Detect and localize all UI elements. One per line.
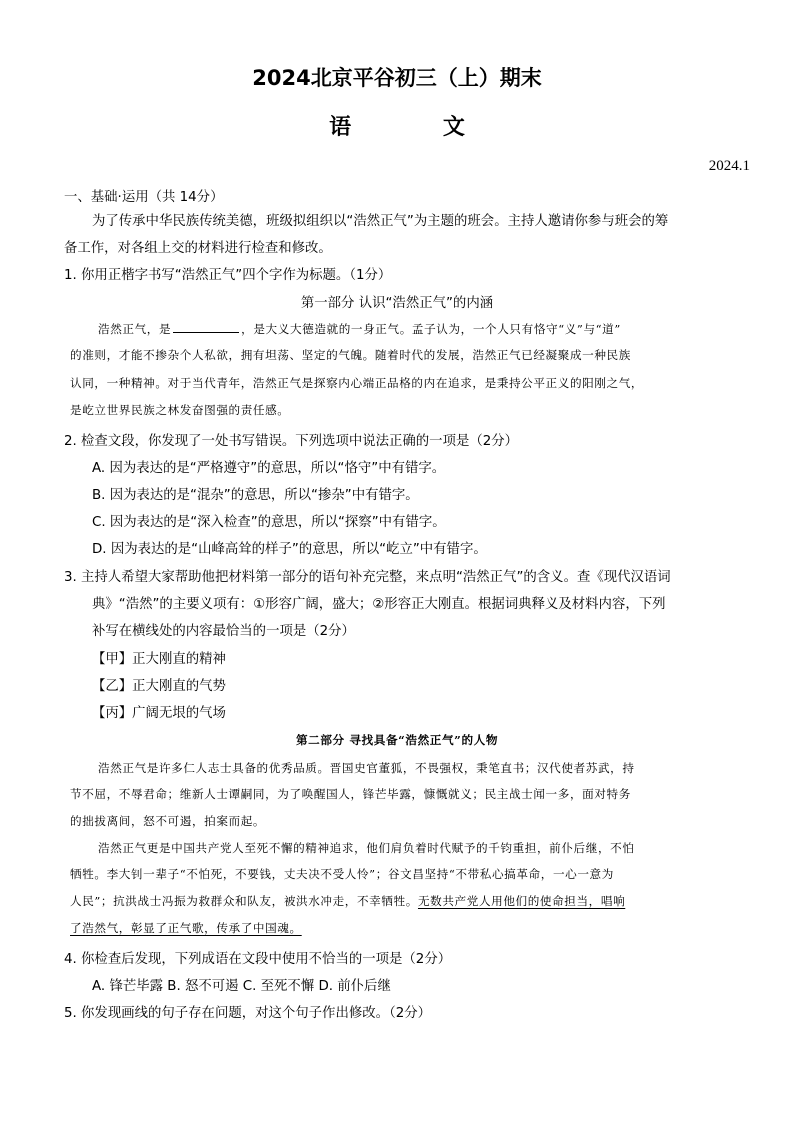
q2-option-d: D. 因为表达的是“山峰高耸的样子”的意思，所以“屹立”中有错字。 [92,542,487,557]
question-1: 1. 你用正楷字书写“浩然正气”四个字作为标题。（1分） [64,268,392,283]
fill-in-blank[interactable] [173,320,239,333]
part2-p2-line-3 [70,893,625,909]
part2-p1-line-3: 的拙拔离间，怒不可遏，拍案而起。 [70,814,266,828]
underlined-sentence-start: 无数共产党人用他们的使命担当，唱响 [417,894,626,908]
q2-option-c: C. 因为表达的是“深入检查”的意思，所以“探察”中有错字。 [92,515,446,530]
part2-p1-line-2: 节不屈，不辱君命；维新人士谭嗣同，为了唤醒国人，锋芒毕露，慷慨就义；民主战士闻一多，面对特务 [70,787,631,801]
question-2: 2. 检查文段，你发现了一处书写错误。下列选项中说法正确的一项是（2分） [64,434,519,449]
part2-p1-line-1: 浩然正气是许多仁人志士具备的优秀品质。晋国史官董狐，不畏强权，秉笔直书；汉代使者苏武，持 [98,761,635,775]
part1-line-1-start: 浩然正气，是 [98,322,172,336]
q2-option-a: A. 因为表达的是“严格遵守”的意思，所以“恪守”中有错字。 [92,461,446,476]
intro-line-2: 备工作，对各组上交的材料进行检查和修改。 [64,241,332,256]
q3-option-jia: 【甲】正大刚直的精神 [92,652,226,667]
part2-p2-line-1: 浩然正气更是中国共产党人至死不懈的精神追求，他们肩负着时代赋予的千钧重担，前仆后继，不怕 [98,841,635,855]
q2-option-b: B. 因为表达的是“混杂”的意思，所以“掺杂”中有错字。 [92,488,419,503]
question-3-line-2: 典》“浩然”的主要义项有：①形容广阔，盛大；②形容正大刚直。根据词典释义及材料内容，下列 [92,597,666,612]
question-3-line-1: 3. 主持人希望大家帮助他把材料第一部分的语句补充完整，来点明“浩然正气”的含义。查《现代汉语词 [64,570,671,585]
underlined-sentence-end: 了浩然气，彰显了正气歌，传承了中国魂。 [70,921,302,935]
part2-p2-line-2: 牺牲。李大钊一辈子“不怕死，不要钱，丈夫决不受人怜”；谷文昌坚持“不带私心搞革命，一心一意为 [70,867,614,881]
question-3-line-3: 补写在横线处的内容最恰当的一项是（2分） [92,624,355,639]
question-4: 4. 你检查后发现，下列成语在文段中使用不恰当的一项是（2分） [64,952,452,967]
q3-option-bing: 【丙】广阔无垠的气场 [92,706,226,721]
part2-title: 第二部分 寻找具备“浩然正气”的人物 [295,733,499,747]
part1-line-1-end: ，是大义大德造就的一身正气。孟子认为，一个人只有恪守“义”与“道” [241,322,621,336]
subject-heading: 语 文 [329,114,507,140]
exam-date: 2024.1 [708,158,750,174]
question-5: 5. 你发现画线的句子存在问题，对这个句子作出修改。（2分） [64,1006,432,1021]
section-heading: 一、基础·运用（共 14分） [64,190,224,205]
page-title: 2024北京平谷初三（上）期末 [252,66,542,90]
q3-option-yi: 【乙】正大刚直的气势 [92,679,226,694]
part1-line-1 [98,320,621,337]
part1-line-4: 是屹立世界民族之林发奋图强的责任感。 [70,403,290,417]
part1-line-3: 认同，一种精神。对于当代青年，浩然正气是探察内心端正品格的内在追求，是秉持公平正义的阳刚之气， [70,376,644,390]
intro-line-1: 为了传承中华民族传统美德，班级拟组织以“浩然正气”为主题的班会。主持人邀请你参与班会的筹 [92,214,669,229]
part1-title: 第一部分 认识“浩然正气”的内涵 [300,296,494,311]
q4-options: A. 锋芒毕露 B. 怒不可遏 C. 至死不懈 D. 前仆后继 [92,979,391,994]
part2-p2-line-3-text: 人民”；抗洪战士冯振为救群众和队友，被洪水冲走，不幸牺牲。 [70,894,418,908]
part1-line-2: 的准则，才能不掺杂个人私欲，拥有坦荡、坚定的气魄。随着时代的发展，浩然正气已经凝聚成一种民族 [70,348,631,362]
